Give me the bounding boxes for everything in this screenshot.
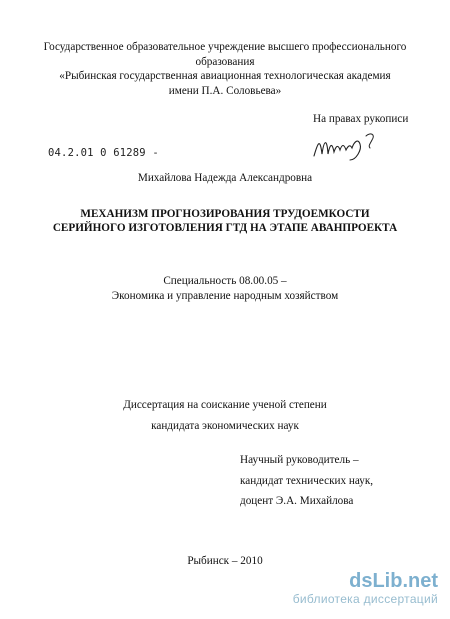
thesis-title-line: МЕХАНИЗМ ПРОГНОЗИРОВАНИЯ ТРУДОЕМКОСТИ [80, 208, 370, 220]
supervisor-line: кандидат технических наук, [240, 474, 374, 487]
site-watermark[interactable] [252, 570, 438, 606]
watermark-tagline: библиотека диссертаций [292, 592, 438, 606]
institution-line: имени П.А. Соловьева» [168, 84, 282, 97]
degree-block [0, 395, 450, 437]
specialty-name: Экономика и управление народным хозяйством [111, 290, 339, 302]
institution-header [0, 40, 450, 98]
watermark-logo[interactable]: dsLib.net [349, 570, 438, 592]
degree-line: Диссертация на соискание ученой степени [123, 399, 327, 411]
supervisor-block [240, 450, 373, 512]
institution-line: Государственное образовательное учреждение высшего профессионального [43, 41, 407, 53]
specialty-block [0, 274, 450, 304]
author-name: Михайлова Надежда Александровна [137, 172, 313, 184]
thesis-title-line: СЕРИЙНОГО ИЗГОТОВЛЕНИЯ ГТД НА ЭТАПЕ АВАНПРОЕКТА [52, 222, 398, 234]
thesis-title [0, 207, 450, 235]
rights-note: На правах рукописи [313, 113, 409, 125]
degree-line: кандидата экономических наук [151, 420, 299, 432]
specialty-code: Специальность 08.00.05 – [163, 275, 287, 287]
institution-line: «Рыбинская государственная авиационная технологическая академия [59, 70, 391, 82]
registration-number: 04.2.01 0 61289 - [48, 147, 159, 159]
institution-line: образования [195, 55, 255, 68]
city-year: Рыбинск – 2010 [187, 555, 263, 567]
handwritten-signature [310, 130, 380, 164]
supervisor-line: доцент Э.А. Михайлова [240, 495, 354, 507]
supervisor-line: Научный руководитель – [240, 454, 359, 466]
